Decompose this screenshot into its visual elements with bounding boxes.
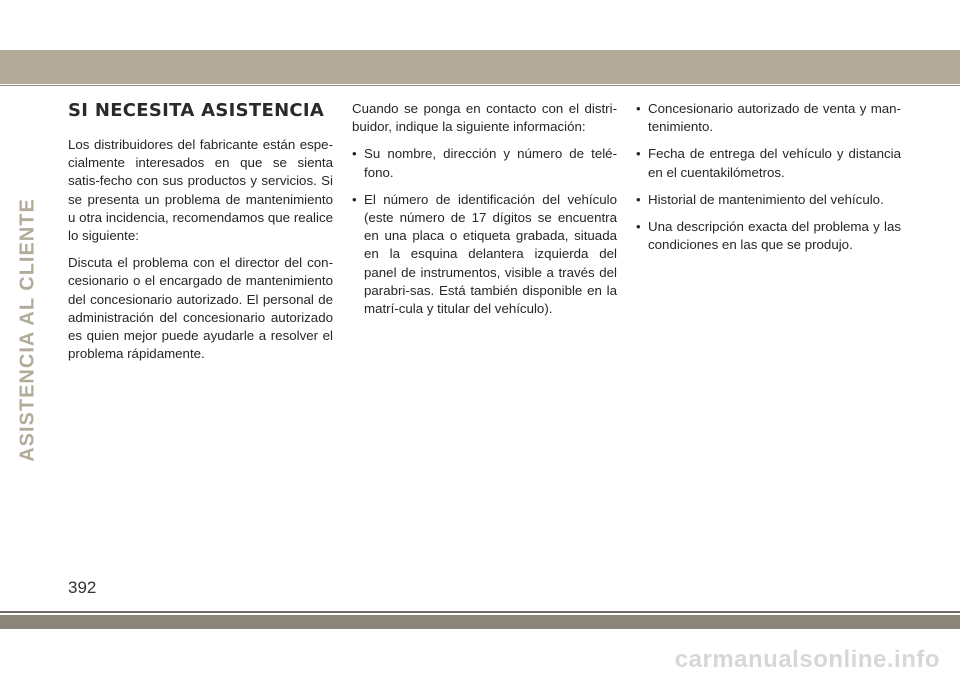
section-heading: SI NECESITA ASISTENCIA <box>68 100 325 121</box>
paragraph: Los distribuidores del fabricante están espe-cialmente interesados en que se sienta satis-fecho con sus productos y servicios. Si se presenta un problema de mantenimiento u otra incidencia, recomendamos que realice lo siguiente: <box>68 137 333 244</box>
side-section-title-text: ASISTENCIA AL CLIENTE <box>16 198 39 462</box>
bullet-item: • Fecha de entrega del vehículo y distancia en el cuentakilómetros. <box>636 145 901 181</box>
text-column-2 <box>352 100 617 327</box>
top-header-rule <box>0 85 960 86</box>
text-column-3 <box>636 100 901 263</box>
bullet-item: • Una descripción exacta del problema y las condiciones en las que se produjo. <box>636 218 901 254</box>
text-column-1 <box>68 136 333 372</box>
bullet-item: • Su nombre, dirección y número de telé-fono. <box>352 145 617 181</box>
paragraph-intro: Cuando se ponga en contacto con el distri-buidor, indique la siguiente información: <box>352 101 617 135</box>
bottom-footer-rule <box>0 611 960 613</box>
bullet-item: • El número de identificación del vehículo (este número de 17 dígitos se encuentra en una placa o etiqueta grabada, situada en la esquina delantera izquierda del panel de instrumentos, visible a través del parabri-sas. Está también disponible en la matrí-cula y titular del vehículo). <box>352 191 617 318</box>
page-number: 392 <box>68 578 97 597</box>
bullet-item: • Historial de mantenimiento del vehículo. <box>636 191 901 209</box>
watermark-text: carmanualsonline.info <box>674 646 940 673</box>
bottom-footer-band <box>0 615 960 629</box>
paragraph: Discuta el problema con el director del con-cesionario o el encargado de mantenimiento del concesionario autorizado. El personal de administración del concesionario autorizado es quien mejor puede ayudarle a resolver el problema rápidamente. <box>68 255 333 362</box>
bullet-item: • Concesionario autorizado de venta y man-tenimiento. <box>636 100 901 136</box>
top-header-band <box>0 50 960 84</box>
